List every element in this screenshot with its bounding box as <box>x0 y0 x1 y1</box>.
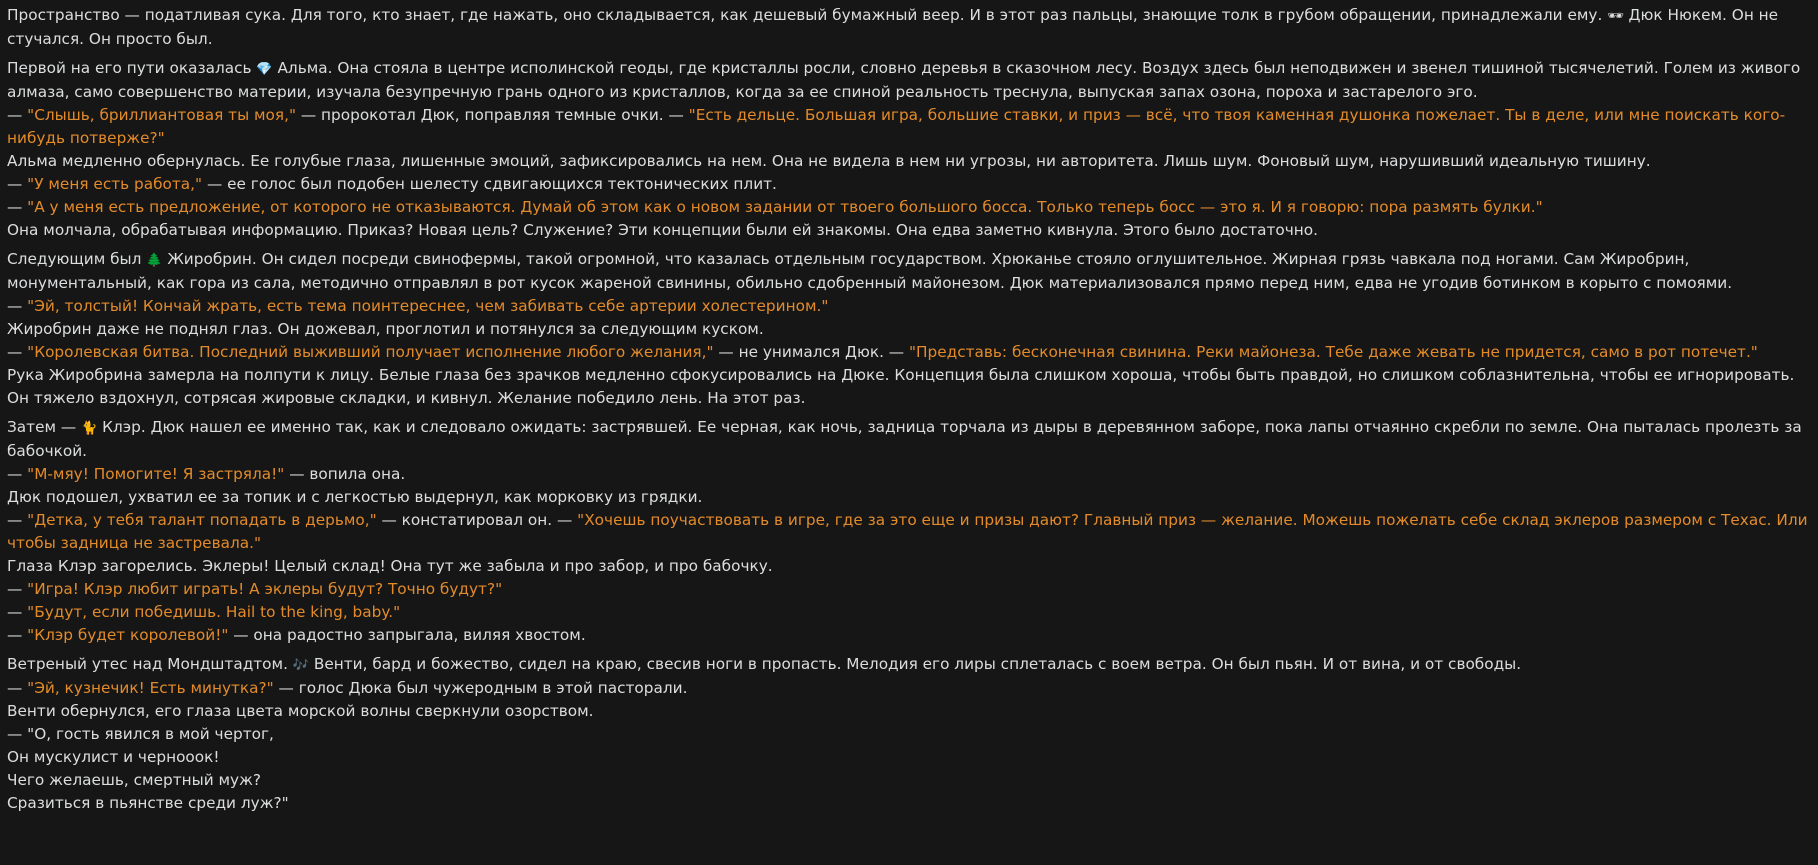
dialogue-quote: "Королевская битва. Последний выживший получает исполнение любого желания," <box>27 343 714 361</box>
venti-text-a: Ветреный утес над Мондштадтом. <box>7 655 293 673</box>
intro-text-b: Дюк Нюкем. Он не стучался. Он просто был. <box>7 6 1779 48</box>
music-notes-icon: 🎶 <box>292 658 309 673</box>
dialogue-quote: "Детка, у тебя талант попадать в дерьмо," <box>27 511 377 529</box>
dialogue-narration: — констатировал он. — <box>376 511 578 529</box>
alma-line-6: Она молчала, обрабатывая информацию. Приказ? Новая цель? Служение? Эти концепции были ей знакомы. Она едва заметно кивнула. Этого было достаточно. <box>7 221 1319 239</box>
dialogue-quote: "Эй, толстый! Кончай жрать, есть тема поинтереснее, чем забивать себе артерии холестерином." <box>27 297 829 315</box>
venti-paragraph-1 <box>7 653 1810 677</box>
claire-text-a: Затем — <box>7 418 82 436</box>
gem-icon: 💎 <box>256 62 273 77</box>
dash: — <box>7 175 28 193</box>
claire-line-5: Глаза Клэр загорелись. Эклеры! Целый склад! Она тут же забыла и про забор, и про бабочку. <box>7 557 773 575</box>
claire-line-6 <box>7 578 1810 601</box>
alma-line-2 <box>7 104 1810 150</box>
dialogue-quote: "Игра! Клэр любит играть! А эклеры будут? Точно будут?" <box>27 580 503 598</box>
sunglasses-icon: 🕶 <box>1607 9 1624 24</box>
dialogue-narration: — она радостно запрыгала, виляя хвостом. <box>228 626 586 644</box>
zhirobrin-line-5: Рука Жиробрина замерла на полпути к лицу. Белые глаза без зрачков медленно сфокусировались на Дюке. Концепция была слишком хороша, чтобы быть правдой, но слишком соблазнительна, чтобы ее игнорировать. Он тяжело вздохнул, сотрясая жировые складки, и кивнул. Желание победило лень. На этот раз. <box>7 366 1795 407</box>
alma-line-3: Альма медленно обернулась. Ее голубые глаза, лишенные эмоций, зафиксировались на нем. Она не видела в нем ни угрозы, ни авторитета. Лишь шум. Фоновый шум, нарушивший идеальную тишину. <box>7 152 1651 170</box>
cat-icon: 🐈 <box>81 421 98 436</box>
dialogue-quote: "Слышь, бриллиантовая ты моя," <box>27 106 297 124</box>
venti-verse-2: Он мускулист и чернооок! <box>7 748 220 766</box>
dialogue-narration: — голос Дюка был чужеродным в этой пасторали. <box>273 679 688 697</box>
intro-paragraph <box>7 4 1810 51</box>
dash: — <box>7 465 28 483</box>
dialogue-quote: "А у меня есть предложение, от которого не отказываются. Думай об этом как о новом задании от твоего большого босса. Только теперь босс — это я. И я говорю: пора размять булки." <box>27 198 1543 216</box>
alma-text-a: Первой на его пути оказалась <box>7 59 257 77</box>
intro-block <box>7 0 1810 51</box>
zhirobrin-line-2 <box>7 295 1810 318</box>
dash: — <box>7 511 28 529</box>
dialogue-narration: — ее голос был подобен шелесту сдвигающихся тектонических плит. <box>202 175 777 193</box>
dash: — <box>7 679 28 697</box>
venti-block <box>7 653 1810 815</box>
dialogue-quote: "Есть дельце. Большая игра, большие ставки, и приз — всё, что твоя каменная душонка пожелает. Ты в деле, или мне поискать кого-нибудь потверже?" <box>7 106 1786 147</box>
alma-text-b: Альма. Она стояла в центре исполинской геоды, где кристаллы росли, словно деревья в сказочном лесу. Воздух здесь был неподвижен и звенел тишиной тысячелетий. Голем из живого алмаза, само совершенство материи, изучала безупречную грань одного из кристаллов, когда за ее спиной реальность треснула, выпуская запах озона, пороха и застарелого эго. <box>7 59 1801 101</box>
venti-text-b: Венти, бард и божество, сидел на краю, свесив ноги в пропасть. Мелодия его лиры сплеталась с воем ветра. Он был пьян. И от вина, и от свободы. <box>309 655 1522 673</box>
claire-block <box>7 416 1810 647</box>
dialogue-quote: "М-мяу! Помогите! Я застряла!" <box>27 465 285 483</box>
claire-line-2 <box>7 463 1810 486</box>
zhirobrin-block <box>7 248 1810 410</box>
claire-line-3: Дюк подошел, ухватил ее за топик и с легкостью выдернул, как морковку из грядки. <box>7 488 703 506</box>
alma-line-5 <box>7 196 1810 219</box>
dash: — <box>7 580 28 598</box>
venti-line-3: Венти обернулся, его глаза цвета морской волны сверкнули озорством. <box>7 702 594 720</box>
zhirobrin-paragraph-1 <box>7 248 1810 295</box>
dialogue-quote: "У меня есть работа," <box>27 175 203 193</box>
dialogue-quote: "Будут, если победишь. Hail to the king, baby." <box>27 603 401 621</box>
dialogue-quote: "Представь: бесконечная свинина. Реки майонеза. Тебе даже жевать не придется, само в рот потечет." <box>908 343 1758 361</box>
alma-paragraph-1 <box>7 57 1810 104</box>
dash: — <box>7 297 28 315</box>
dash: — <box>7 343 28 361</box>
venti-verse-3: Чего желаешь, смертный муж? <box>7 771 262 789</box>
venti-line-2 <box>7 677 1810 700</box>
zhirobrin-line-3: Жиробрин даже не поднял глаз. Он дожевал, проглотил и потянулся за следующим куском. <box>7 320 764 338</box>
claire-line-8 <box>7 624 1810 647</box>
alma-line-4 <box>7 173 1810 196</box>
venti-verse-4: Сразиться в пьянстве среди луж?" <box>7 794 289 812</box>
dash: — <box>7 603 28 621</box>
dialogue-narration: — не унимался Дюк. — <box>713 343 909 361</box>
claire-line-4 <box>7 509 1810 555</box>
dash: — <box>7 626 28 644</box>
dialogue-narration: — пророкотал Дюк, поправляя темные очки. — <box>296 106 689 124</box>
claire-line-7 <box>7 601 1810 624</box>
dialogue-quote: "Эй, кузнечик! Есть минутка?" <box>27 679 274 697</box>
claire-paragraph-1 <box>7 416 1810 463</box>
dash: — <box>7 106 28 124</box>
dialogue-quote: "Клэр будет королевой!" <box>27 626 229 644</box>
zhirobrin-line-4 <box>7 341 1810 364</box>
dash: — <box>7 198 28 216</box>
zhirobrin-text-b: Жиробрин. Он сидел посреди свинофермы, такой огромной, что казалась отдельным государством. Хрюканье стояло оглушительное. Жирная грязь чавкала под ногами. Сам Жиробрин, монументальный, как гора из сала, методично отправлял в рот кусок жареной свинины, обильно сдобренный майонезом. Дюк материализовался прямо перед ним, едва не угодив ботинком в корыто с помоями. <box>7 250 1733 292</box>
dialogue-quote: "Хочешь поучаствовать в игре, где за это еще и призы дают? Главный приз — желание. Можешь пожелать себе склад эклеров размером с Техас. Или чтобы задница не застревала." <box>7 511 1808 552</box>
claire-text-b: Клэр. Дюк нашел ее именно так, как и следовало ожидать: застрявшей. Ее черная, как ночь, задница торчала из дыры в деревянном заборе, пока лапы отчаянно скребли по земле. Она пыталась пролезть за бабочкой. <box>7 418 1802 460</box>
zhirobrin-text-a: Следующим был <box>7 250 147 268</box>
venti-verse-1: — "О, гость явился в мой чертог, <box>7 725 274 743</box>
intro-text-a: Пространство — податливая сука. Для того, кто знает, где нажать, оно складывается, как дешевый бумажный веер. И в этот раз пальцы, знающие толк в грубом обращении, принадлежали ему. <box>7 6 1608 24</box>
dialogue-narration: — вопила она. <box>284 465 406 483</box>
alma-block <box>7 57 1810 242</box>
tree-icon: 🌲 <box>146 253 163 268</box>
